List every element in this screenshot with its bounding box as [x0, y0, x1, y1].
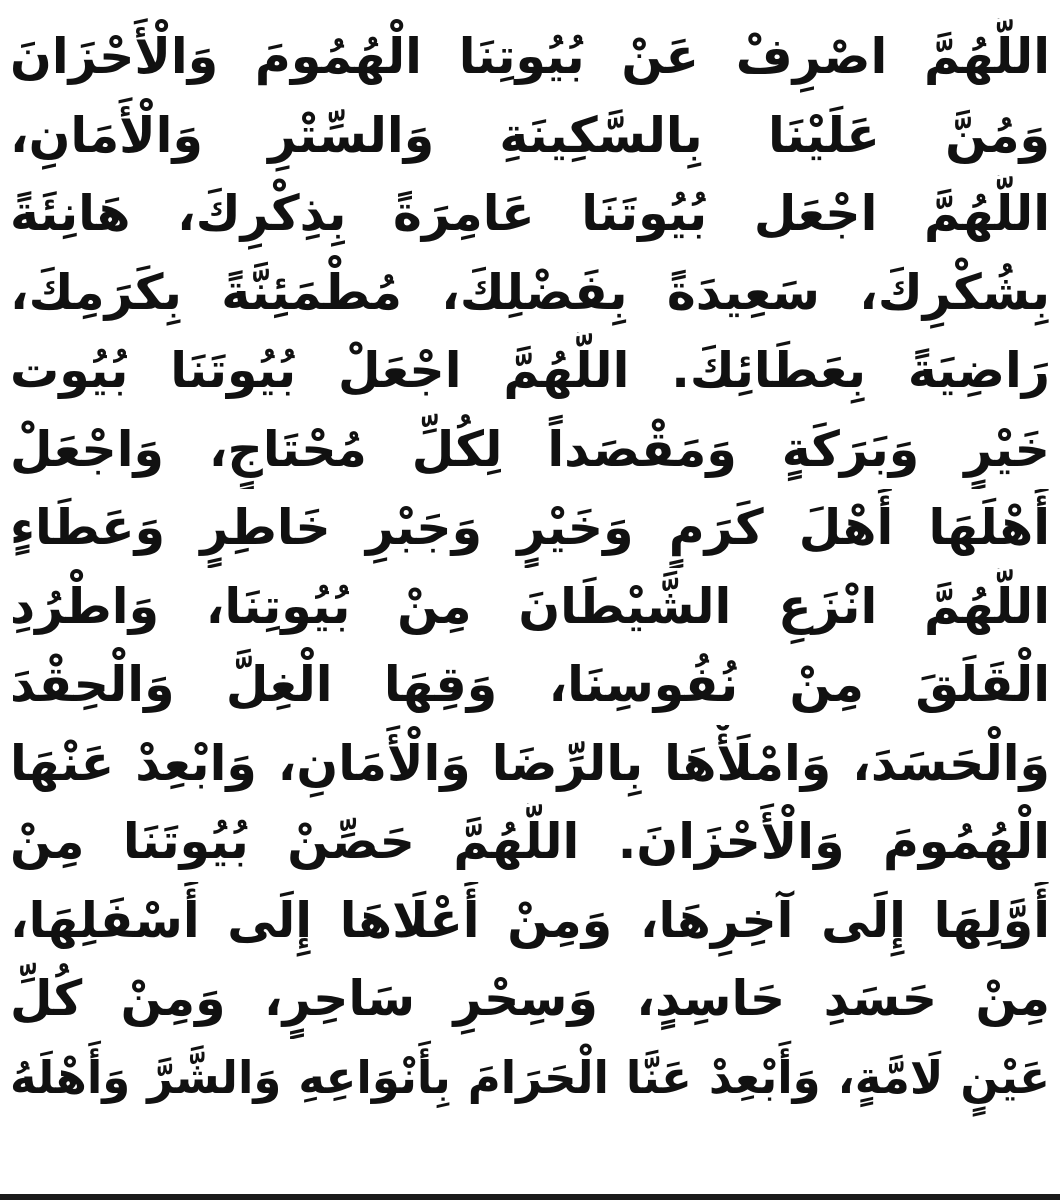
text-line-10: وَالْحَسَدَ، وَامْلَأْهَا بِالرِّضَا وَالْأَمَانِ، وَابْعِدْ عَنْهَا [10, 734, 1050, 792]
text-line-9: الْقَلَقَ مِنْ نُفُوسِنَا، وَقِهَا الْغِلَّ وَالْحِقْدَ [10, 656, 1050, 713]
text-line-1: اللَّهُمَّ اصْرِفْ عَنْ بُيُوتِنَا الْهُمُومَ وَالْأَحْزَانَ [10, 28, 1050, 85]
text-line-4: بِشُكْرِكَ، سَعِيدَةً بِفَضْلِكَ، مُطْمَئِنَّةً بِكَرَمِكَ، [10, 263, 1050, 321]
text-line-7: أَهْلَهَا أَهْلَ كَرَمٍ وَخَيْرٍ وَجَبْرِ خَاطِرٍ وَعَطَاءٍ [10, 499, 1050, 556]
bottom-divider [0, 1194, 1060, 1200]
text-line-12: أَوَّلِهَا إِلَى آخِرِهَا، وَمِنْ أَعْلَاهَا إِلَى أَسْفَلِهَا، [10, 891, 1050, 949]
text-line-14: عَيْنٍ لَامَّةٍ، وَأَبْعِدْ عَنَّا الْحَرَامَ بِأَنْوَاعِهِ وَالشَّرَّ وَأَهْلَهُ [10, 1050, 1050, 1104]
text-line-13: مِنْ حَسَدِ حَاسِدٍ، وَسِحْرِ سَاحِرٍ، وَمِنْ كُلِّ [10, 970, 1050, 1027]
text-line-3: اللَّهُمَّ اجْعَل بُيُوتَنَا عَامِرَةً بِذِكْرِكَ، هَانِئَةً [10, 185, 1050, 242]
text-line-2: وَمُنَّ عَلَيْنَا بِالسَّكِينَةِ وَالسِّتْرِ وَالْأَمَانِ، [10, 106, 1050, 164]
prayer-text [10, 18, 1050, 1117]
text-line-11: الْهُمُومَ وَالْأَحْزَانَ. اللَّهُمَّ حَصِّنْ بُيُوتَنَا مِنْ [10, 813, 1050, 870]
text-line-6: خَيْرٍ وَبَرَكَةٍ وَمَقْصَداً لِكُلِّ مُحْتَاجٍ، وَاجْعَلْ [10, 420, 1050, 478]
text-line-5: رَاضِيَةً بِعَطَائِكَ. اللَّهُمَّ اجْعَلْ بُيُوتَنَا بُيُوت [10, 342, 1050, 399]
text-line-8: اللَّهُمَّ انْزَعِ الشَّيْطَانَ مِنْ بُيُوتِنَا، وَاطْرُدِ [10, 577, 1050, 635]
